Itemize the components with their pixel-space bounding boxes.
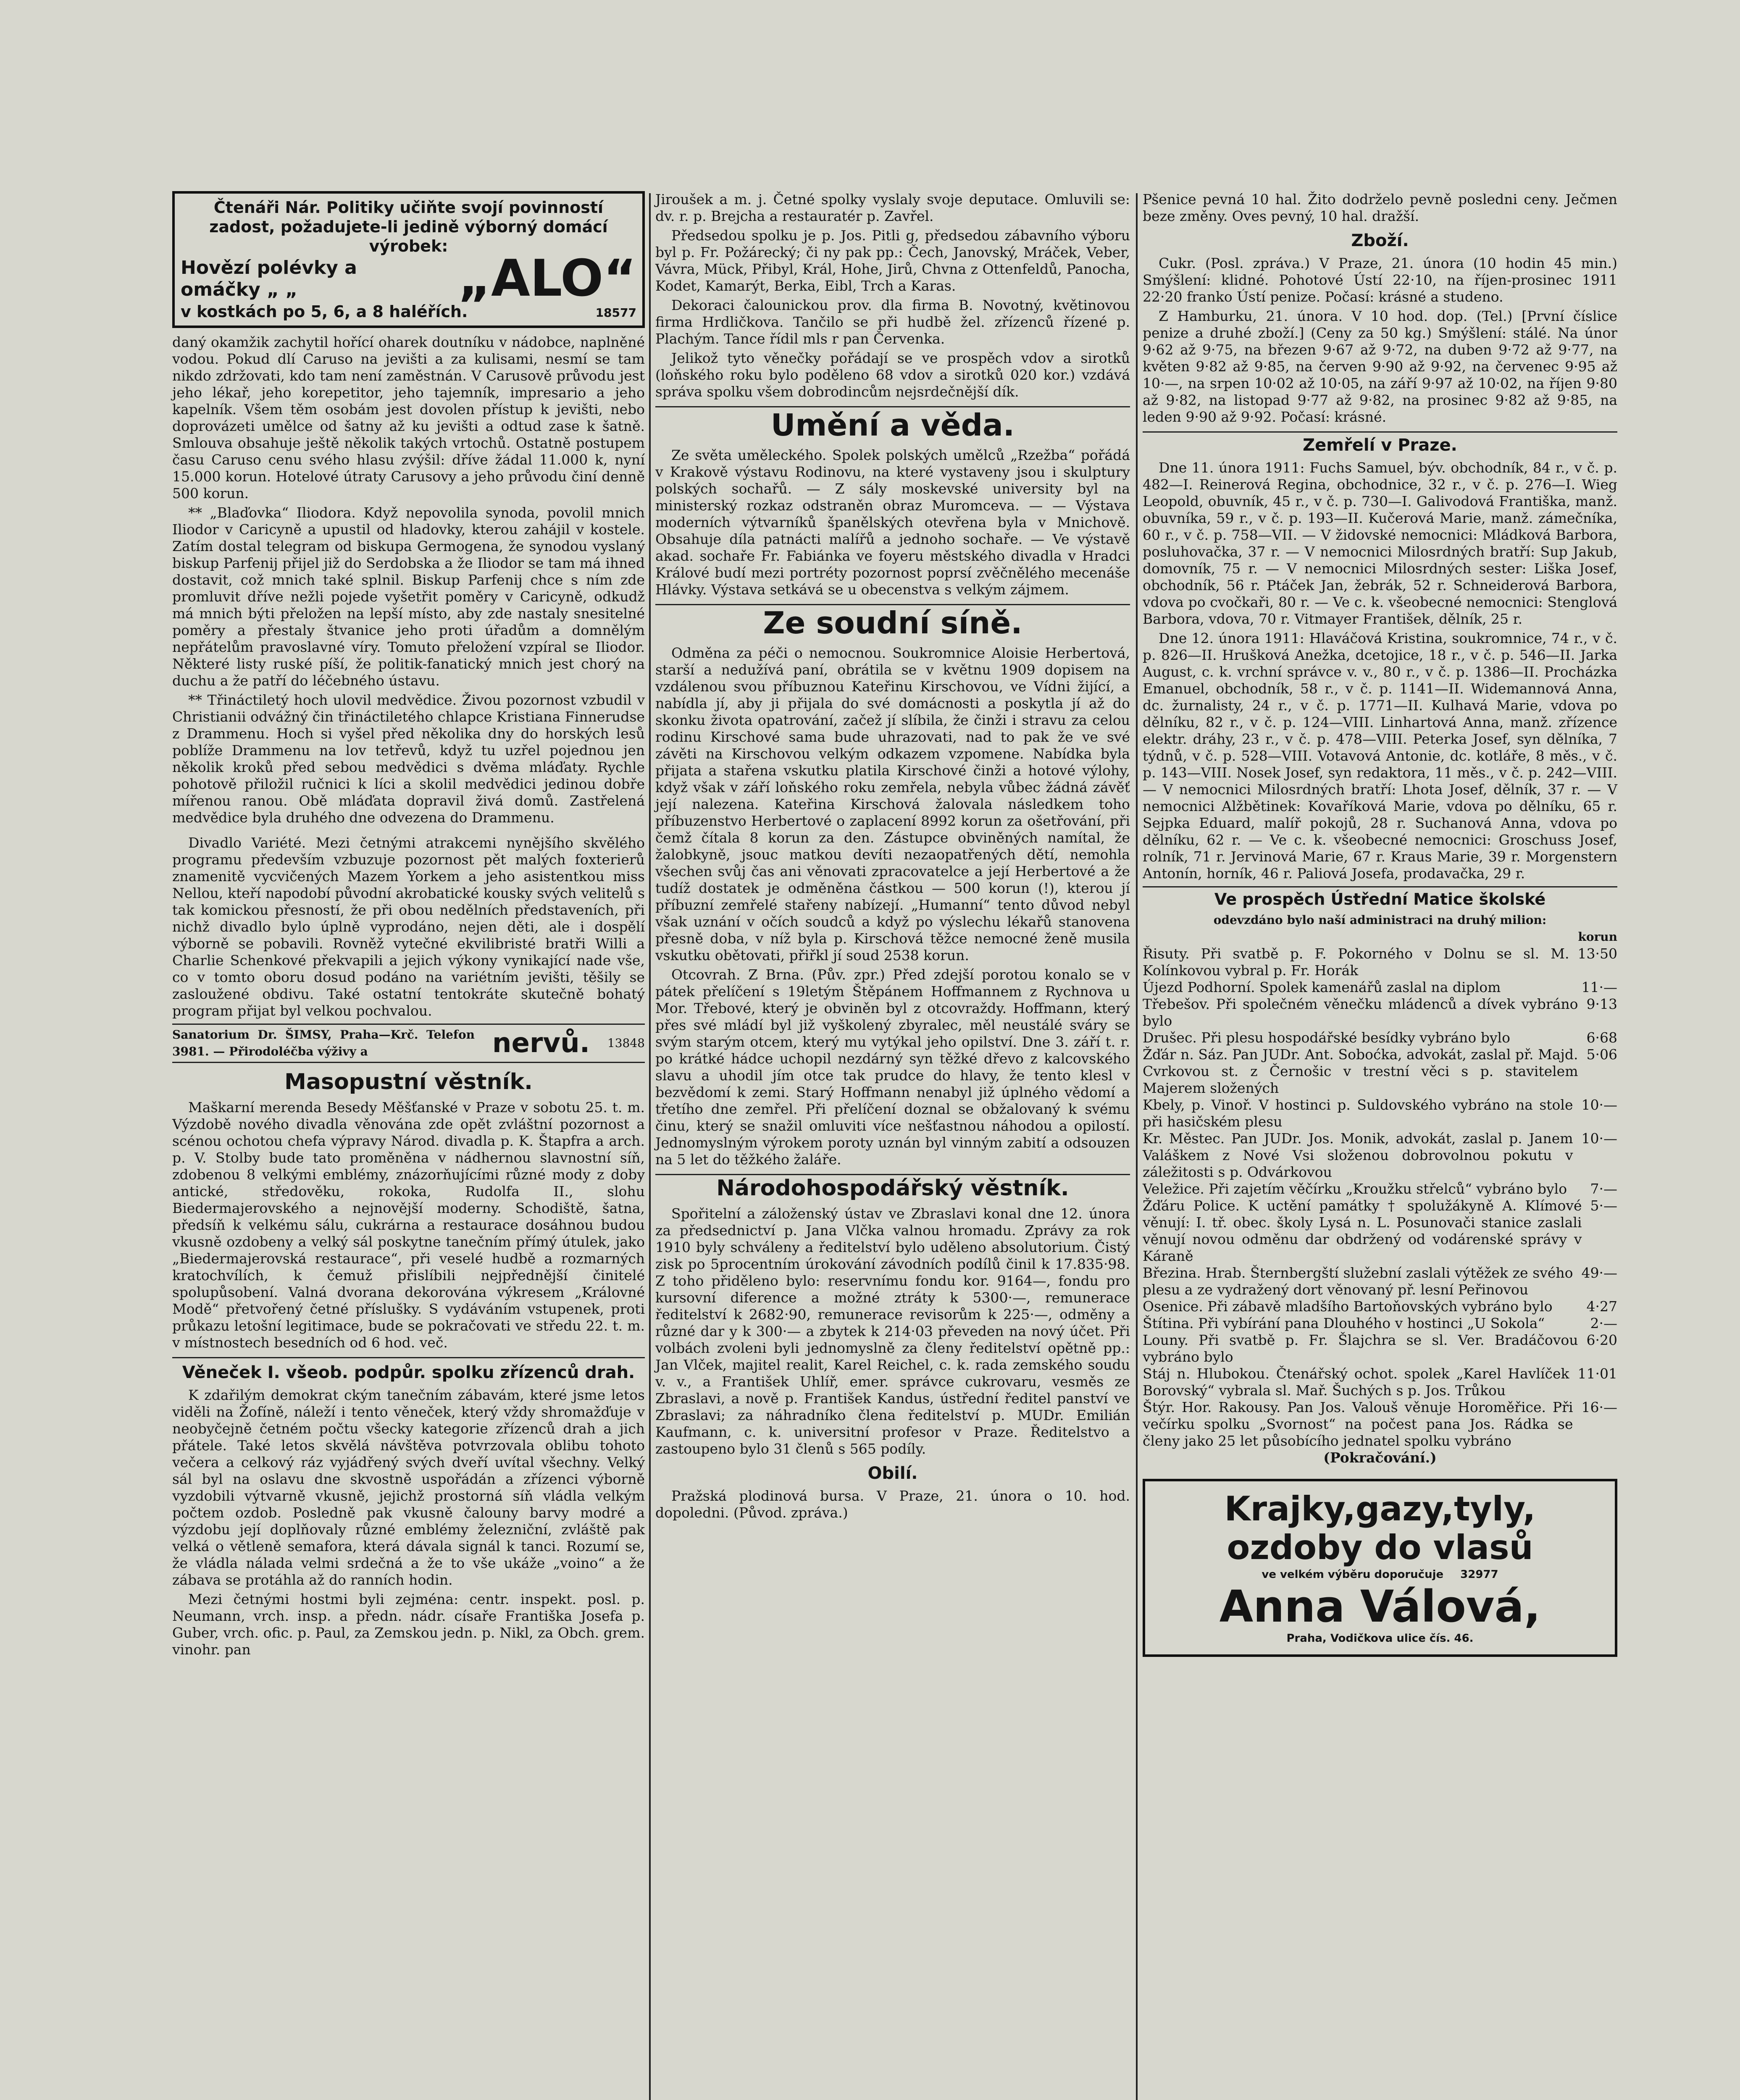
donation-row xyxy=(1143,1130,1617,1181)
article-hoste: Mezi četnými hostmi byli zejména: centr. inspekt. posl. p. Neumann, vrch. insp. a předn. nádr. císaře Františka Josefa p. Guber, vrch. ofic. p. Paul, za Zemskou jedn. p. Nikl, za Obch. grem. vinohr. pan xyxy=(172,1591,645,1658)
donation-text: Veležice. Při zajetím věčírku „Kroužku střelců“ vybráno bylo xyxy=(1143,1181,1567,1197)
article-venecek: K zdařilým demokrat ckým tanečním zábavám, které jsme letos viděli na Žofíně, náleží i tento věneček, který vždy shromažďuje v neobyčejně četném počtu všecky kategorie zřízenců drah a jich přátele. Také letos skvělá návštěva potvrzovala oblibu tohoto večera a celkový ráz vyjádřený svých dveří uvítal všechny. Velký sál byl na oslavu dne skvostně uspořádán a zřízenci výborně vyzdobili výtvarně vkusně, jejichž prostorná síň vládla velkým počtem ozdob. Posledně pak vkusně čalouny barvy modré a výzdobu její doplňovaly různé emblémy železniční, zvláště pak velká o větleně semafora, která dávala signál k tanci. Rozumí se, že vládla nálada velmi srdečná a že to vše ukáže „voino“ a že zábava se protáhla až do ranních hodin. xyxy=(172,1387,645,1588)
article-otcovrah: Otcovrah. Z Brna. (Pův. zpr.) Před zdejší porotou konalo se v pátek přelíčení s 19letým Štěpánem Hoffmannem z Rychnova u Mor. Třebové, který je obviněn byl z otcovraždy. Hoffmann, který přes své mládí byl již vyškolený zbyralec, měl neustálé sváry se svým starým otcem, který mu vytýkal jeho opilství. Dne 3. září t. r. po krátké hádce uchopil nezdárný syn těžké dřevo z kalcovského slavu a uhodil jím otce tak prudce do hlavy, že tento klesl v bezvědomí k zemi. Starý Hoffmann nenabyl již úplného vědomí a třetího dne zemřel. Při přelíčení doznal se obžalovaný k svému činu, který se snažil omluviti více nešťastnou náhodou a opilostí. Jednomyslným výrokem poroty uznán byl vinným zabití a odsouzen na 5 let do těžkého žaláře. xyxy=(655,966,1130,1168)
donation-text: Třebešov. Při společném věnečku mládenců a dívek vybráno bylo xyxy=(1143,996,1578,1029)
ad-alo-code: 18577 xyxy=(595,306,636,320)
donation-amount: 2·— xyxy=(1590,1315,1617,1331)
column-rule-1 xyxy=(649,193,651,2100)
heading-venecek: Věneček I. všeob. podpůr. spolku zřízenců drah. xyxy=(172,1357,645,1383)
donation-row xyxy=(1143,1315,1617,1332)
donation-amount: 49·— xyxy=(1581,1265,1617,1281)
ad-krajky-line3: ve velkém výběru doporučuje xyxy=(1262,1568,1444,1581)
donation-row xyxy=(1143,1046,1617,1097)
heading-matice: Ve prospěch Ústřední Matice školské xyxy=(1143,886,1617,908)
article-merenda: Maškarní merenda Besedy Měšťanské v Praze v sobotu 25. t. m. Výzdobě nového divadla věnována zde opět zvláštní pozornost a scénou ochotou chefa výpravy Národ. divadla p. K. Štapfra a arch. p. V. Stolby bude tato proměněna v nádhernou slavnostní síň, zdobenou 8 velkými emblémy, znázorňujícími různé mody z doby antické, středověku, rokoka, Rudolfa II., slohu Biedermajerovského a nejnovější moderny. Schodiště, šatna, předsíň k velkému sálu, cukrárna a restaurace dosáhnou budou vkusně ozdobeny a velký sál poskytne tanečním přímý útulek, jako „Biedermajerovská restaurace“, při veselé hudbě a rozmarných kratochvílích, k čemuž přislíbili nejpřednější činitelé spolupůsobení. Valná dvorana dekorována výkresem „Královné Modě“ přetvořený četné příslušky. S vydáváním vstupenek, proti průkazu letošní legitimace, bude se pokračovati ve středu 22. t. m. v místnostech besedních od 6 hod. več. xyxy=(172,1099,645,1351)
donation-amount: 5·06 xyxy=(1586,1046,1617,1063)
donation-amount: 10·— xyxy=(1581,1130,1617,1147)
donation-text: Březina. Hrab. Šternbergští služební zaslali výtěžek ze svého plesu a ze vydražený dort věnovaný př. lesní Peřinovou xyxy=(1143,1265,1573,1298)
column-3 xyxy=(1143,191,1617,1657)
column-1 xyxy=(172,191,645,1661)
article-caruso: daný okamžik zachytil hořící oharek doutníku v nádobce, naplněné vodou. Pokud dlí Caruso na jevišti a za kulisami, nesmí se tam nikdo zdržovati, kdo tam není zaměstnán. V Carusově průvodu jest jeho lékař, jeho korepetitor, jeho tajemník, impresario a jeho kapelník. Všem těm osobám jest dovolen přístup k jevišti, nebo doprovázeti umělce od šatny až ku jevišti a odtud zase k šatně. Smlouva obsahuje ještě několik takých vrtochů. Ostatně postupem času Caruso cenu svého hlasu zvýšil: dříve žádal 11.000 k, nyní 15.000 korun. Hotelové útraty Carusovy a jeho průvodu činí denně 500 korun. xyxy=(172,334,645,501)
donation-text: Osenice. Při zábavě mladšího Bartoňovských vybráno bylo xyxy=(1143,1298,1553,1315)
donation-text: Drušec. Při plesu hospodářské besídky vybráno bylo xyxy=(1143,1029,1510,1046)
donation-row xyxy=(1143,1332,1617,1365)
donation-row xyxy=(1143,1365,1617,1399)
column-rule-2 xyxy=(1136,193,1138,2100)
ad-krajky-line1: Krajky,gazy,tyly, xyxy=(1224,1489,1536,1528)
article-deputace: Jiroušek a m. j. Četné spolky vyslaly svoje deputace. Omluvili se: dv. r. p. Brejcha a restauratér p. Zavřel. xyxy=(655,191,1130,224)
heading-zemreli: Zemřelí v Praze. xyxy=(1143,431,1617,455)
donation-row xyxy=(1143,979,1617,996)
article-zemreli-11: Dne 11. února 1911: Fuchs Samuel, býv. obchodník, 84 r., v č. p. 482—I. Reinerová Regina, obchodnice, 32 r., v č. p. 276—I. Wieg Leopold, obuvník, 45 r., v č. p. 730—I. Galivodová Františka, manž. obuvníka, 59 r., v č. p. 193—II. Kučerová Marie, manž. zámečníka, 60 r., v č. p. 758—VII. — V židovské nemocnici: Mládková Barbora, posluhovačka, 37 r. — V nemocnici Milosrdných bratří: Sup Jakub, domovník, 75 r. — V nemocnici Milosrdných sester: Liška Josef, obchodník, 56 r. Ptáček Jan, žebrák, 52 r. Schneiderová Barbora, vdova po cvočkaři, 80 r. — Ve c. k. všeobecné nemocnici: Stenglová Barbora, vdova, 70 r. Vitmayer František, dělník, 25 r. xyxy=(1143,459,1617,627)
donation-amount: 6·20 xyxy=(1586,1332,1617,1348)
donation-row xyxy=(1143,996,1617,1029)
article-odmena: Odměna za péči o nemocnou. Soukromnice Aloisie Herbertová, starší a nedužívá paní, obrátila se v květnu 1909 dopisem na vzdálenou svou příbuznou Kateřinu Kirschovou, ve Vídni žijící, a nabídla jí, aby ji přijala do své domácnosti a poskytla jí až do skonku života opatrování, začež jí slíbila, že činži i stravu za celou rodinu Kirschové sama bude uhrazovati, nad to pak že ve své závěti na Kirschovou velkým odkazem vzpomene. Nabídka byla přijata a stařena vskutku platila Kirschové činži a hotové výlohy, když však v září loňského roku zemřela, nebyla vůbec žádná závěť její nalezena. Kateřina Kirschová žalovala následkem toho příbuzenstvo Herbertové o zaplacení 8992 korun za ošetřování, při čemž čítala 8 korun za den. Zástupce obviněných namítal, že žalobkyně, jsouc matkou devíti nezaopatřených dětí, nemohla všechen svůj čas ani věnovati zpracovatelce a její Herbertové a že tudíž dostatek je odměněna částkou — 500 korun (!), kterou jí příbuzní zemřelé stařeny nabízejí. „Humanní“ tento důvod nebyl však uznání v očích soudců a když po výslechu lékařů stanovena přesně doba, v níž byla p. Kirschová těžce nemocné ženě musila vskutku obětovati, přiřkl jí soud 2538 korun. xyxy=(655,645,1130,963)
ad-krajky-addr: Praha, Vodičkova ulice čís. 46. xyxy=(1286,1632,1474,1645)
donation-amount: 6·68 xyxy=(1586,1029,1617,1046)
donation-row xyxy=(1143,1181,1617,1197)
donation-text: Žďáru Police. K uctění památky † spolužákyně A. Klímové věnují: I. tř. obec. školy Lysá n. L. Posunovači stanice zaslali věnují novou odměnu dar obdržený od vodárenské správy v Káraně xyxy=(1143,1197,1582,1264)
heading-masopust: Masopustní věstník. xyxy=(284,1069,533,1095)
donation-row xyxy=(1143,1399,1617,1449)
donation-text: Kr. Městec. Pan JUDr. Jos. Monik, advokát, zaslal p. Janem Valáškem z Nové Vsi složenou dobrovolnou pokutu v záležitosti s p. Odvárkovou xyxy=(1143,1130,1573,1180)
article-cukr: Cukr. (Posl. zpráva.) V Praze, 21. února (10 hodin 45 min.) Smýšlení: klidné. Pohotové Ústí 22·10, na říjen-prosinec 1911 22·20 franko Ústí penize. Počasí: krásné a studeno. xyxy=(1143,255,1617,305)
donation-amount: 11·— xyxy=(1581,979,1617,995)
article-medvedice: ** Třináctiletý hoch ulovil medvědice. Živou pozornost vzbudil v Christianii odvážný čin třináctiletého chlapce Kristiana Finnerudse z Drammenu. Hoch si vyšel před několika dny do horských lesů poblíže Drammenu na lov tetřevů, když tu uzřel pojednou jen několik kroků před sebou medvědici s dvěma mláďaty. Rychle pohotově přiložil ručnici k líci a skolil medvědici jedinou dobře mířenou ranou. Obě mláďata dopravil živá domů. Zastřelená medvědice byla druhého dne odvezena do Drammenu. xyxy=(172,692,645,826)
ad-krajky-name: Anna Válová, xyxy=(1219,1581,1541,1632)
donation-text: Újezd Podhorní. Spolek kamenářů zaslal na diplom xyxy=(1143,979,1501,995)
ad-nervu-text: Sanatorium Dr. ŠIMSY, Praha—Krč. Telefon 3981. — Přirodoléčba výživy a xyxy=(172,1028,475,1058)
article-zemreli-12: Dne 12. února 1911: Hlaváčová Kristina, soukromnice, 74 r., v č. p. 826—II. Hrušková Anežka, dcetojice, 18 r., v č. p. 546—II. Jarka August, c. k. vrchní správce v. v., 80 r., v č. p. 1386—II. Procházka Emanuel, obchodník, 58 r., v č. p. 1141—II. Widemannová Anna, dc. žurnalisty, 24 r., v č. p. 1771—II. Kulhavá Marie, vdova po dělníku, 82 r., v č. p. 124—VIII. Linhartová Anna, manž. zřízence elektr. dráhy, 23 r., v č. p. 478—VIII. Peterka Josef, syn dělníka, 7 týdnů, v č. p. 528—VIII. Votavová Antonie, dc. kotláře, 8 měs., v č. p. 143—VIII. Nosek Josef, syn redaktora, 11 měs., v č. p. 242—VIII. — V nemocnici Milosrdných bratří: Lhota Josef, dělník, 37 r. — V nemocnici Alžbětinek: Kovaříková Marie, vdova po dělníku, 65 r. Sejpka Eduard, malíř pokojů, 28 r. Suchanová Anna, vdova po dělníku, 62 r. — Ve c. k. všeobecné nemocnici: Groschuss Josef, rolník, 71 r. Jervinová Marie, 67 r. Kraus Marie, 39 r. Morgenstern Antonín, horník, 46 r. Paliová Josefa, prodavačka, 29 r. xyxy=(1143,630,1617,882)
article-hamburk: Z Hamburku, 21. února. V 10 hod. dop. (Tel.) [První číslice penize a druhé zboží.] (Ceny za 50 kg.) Smýšlení: stálé. Na únor 9·62 až 9·75, na březen 9·67 až 9·72, na duben 9·72 až 9·77, na květen 9·82 až 9·85, na červen 9·90 až 9·92, na červenec 9·95 až 10·—, na srpen 10·02 až 10·05, na září 9·97 až 10·02, na říjen 9·80 až 9·82, na listopad 9·77 až 9·82, na prosinec 9·82 až 9·85, na leden 9·90 až 9·92. Počasí: krásné. xyxy=(1143,308,1617,425)
donation-row xyxy=(1143,1097,1617,1130)
donation-text: Štýr. Hor. Rakousy. Pan Jos. Valouš věnuje Horoměřice. Při večírku spolku „Svornost“ na počest pana Jos. Rádka se členy jako 25 let působícího jednatel spolku vybráno xyxy=(1143,1399,1573,1449)
ad-nervu xyxy=(172,1024,645,1063)
donation-text: Žďár n. Sáz. Pan JUDr. Ant. Soboćka, advokát, zaslal př. Majd. Cvrkovou st. z Černošic v trestní věci s p. stavitelem Majerem složených xyxy=(1143,1046,1578,1096)
heading-narodohosp: Národohospodářský věstník. xyxy=(655,1174,1130,1201)
ad-alo-line1: Čtenáři Nár. Politiky učiňte svojí povinností zadost, požadujete-li jedině výborný domácí výrobek: xyxy=(209,198,608,255)
donation-text: Louny. Při svatbě p. Fr. Šlajchra se sl. Ver. Bradáčovou vybráno bylo xyxy=(1143,1332,1578,1365)
ad-alo xyxy=(172,191,645,328)
donation-text: Řisuty. Při svatbě p. F. Pokorného v Dolnu se sl. M. Kolínkovou vybral p. Fr. Horák xyxy=(1143,945,1569,979)
article-umeni: Ze světa uměleckého. Spolek polských umělců „Rzežba“ pořádá v Krakově výstavu Rodinovu, na které vystaveny jsou i skulptury polských sochařů. — Z sály moskevské university byl na ministerský rozkaz odstraněn obraz Muromceva. — — Výstava moderních výtvarníků španělských otevřena byla v Mnichově. Obsahuje díla patnácti malířů a jednoho sochaře. — Ve výstavě akad. sochaře Fr. Fabiánka ve foyeru městského divadla v Hradci Králové budí mezi portréty pozornost poprsí zvěčnělého mecenáše Hlávky. Výstava setkává se u obecenstva s velkým zájmem. xyxy=(655,447,1130,598)
article-vdovy: Jelikož tyto věnečky pořádají se ve prospěch vdov a sirotků (loňského roku bylo poděleno 68 vdov a sirotků 020 kor.) vzdává správa spolku všem dobrodincům nejsrdečnější dík. xyxy=(655,350,1130,400)
donation-amount: 10·— xyxy=(1581,1097,1617,1113)
donation-text: Štítina. Při vybírání pana Dlouhého v hostinci „U Sokola“ xyxy=(1143,1315,1545,1331)
ad-nervu-code: 13848 xyxy=(607,1036,645,1050)
donation-amount: 16·— xyxy=(1581,1399,1617,1415)
article-variete: Divadlo Variété. Mezi četnými atrakcemi nynějšího skvělého programu především vzbuzuje pozornost pět malých foxterierů znamenitě vycvičených Mazem Yorkem a jeho asistentkou miss Nellou, kteří napodobí původní akrobatické kousky svých velitelů s tak komickou přesností, že při obou nedělních představeních, při nichž divadlo bylo úplně vyprodáno, nejen děti, ale i dospělí výborně se pobavili. Rovněž vytečné ekvilibristé bratři Willi a Charlie Schenkové překvapili a jejich výkony vynikající nade vše, co v tomto oboru dosud podáno na variétním jevišti, těšily se zasloužené obdivu. Také ostatní tentokráte skutečně bohatý program přijat byl velkou pochvalou. xyxy=(172,835,645,1019)
article-bursa: Pražská plodinová bursa. V Praze, 21. února o 10. hod. dopoledni. (Původ. zpráva.) xyxy=(655,1488,1130,1521)
donation-amount: 4·27 xyxy=(1586,1298,1617,1315)
ad-alo-brand: „ALO“ xyxy=(458,249,636,308)
column-2 xyxy=(655,191,1130,1524)
heading-zbozi: Zboží. xyxy=(1351,231,1409,250)
donation-row xyxy=(1143,1029,1617,1046)
article-dekorace: Dekoraci čalounickou prov. dla firma B. Novotný, květinovou firma Hrdličkova. Tančilo se při hudbě žel. zřízenců řízené p. Plachým. Tance řídil mls r pan Červenka. xyxy=(655,297,1130,347)
ad-krajky-line2: ozdoby do vlasů xyxy=(1227,1528,1533,1567)
donation-row xyxy=(1143,945,1617,979)
donation-amount: 5·— xyxy=(1590,1197,1617,1214)
donation-row xyxy=(1143,1265,1617,1298)
donation-row xyxy=(1143,1298,1617,1315)
donation-text: Kbely, p. Vinoř. V hostinci p. Suldovského vybráno na stole při hasičském plesu xyxy=(1143,1097,1573,1130)
ad-krajky xyxy=(1143,1479,1617,1657)
korun-label: korun xyxy=(1578,930,1617,944)
heading-soudni: Ze soudní síně. xyxy=(655,604,1130,640)
article-iliodor: ** „Blaďovka“ Iliodora. Když nepovolila synoda, povolil mnich Iliodor v Caricyně a upustil od hladovky, kterou zahájil v kostele. Zatím dostal telegram od biskupa Germogena, že synodou vyslaný biskup Parfenij přijel již do Serdobska a že Iliodor se tam má ihned dostavit, což mnich také splnil. Biskup Parfenij chce s ním zde promluvit dříve nežli pojede vyšetřit poměry v Caricyně, odkudž má mnich býti přeložen na lepší místo, aby zde nastaly snesitelné poměry a přestaly štvanice jeho proti úřadům a domnělým nepřátelům pravoslavné víry. Tomuto přeložení vzpíral se Iliodor. Některé listy ruské píší, že politik-fanatický mnich jest chorý na duchu a že patří do léčebného ústavu. xyxy=(172,504,645,689)
donation-row xyxy=(1143,1197,1617,1265)
donation-amount: 9·13 xyxy=(1586,996,1617,1012)
article-sporitelna: Spořitelní a záloženský ústav ve Zbraslavi konal dne 12. února za předsednictví p. Jana Vlčka valnou hromadu. Zprávy za rok 1910 byly schváleny a ředitelství bylo uděleno absolutorium. Čistý zisk po 5procentním úrokování závodních podílů činil k 17.835·98. Z toho přiděleno bylo: reservnímu fondu kor. 9164—, fondu pro kursovní diference a možné ztráty k 5300·—, remunerace ředitelství k 2682·90, remunerace revisorům k 225·—, odměny a různé dar y k 300·— a zbytek k 214·03 převeden na nový účet. Při volbách zvoleni byli jednomyslně za členy ředitelství opětně pp.: Jan Vlček, majitel realit, Karel Reichel, c. k. rada zemského soudu v. v., a František Uhlíř, emer. správce cukrovaru, vesměs ze Zbraslavi, a nově p. František Kandus, ústřední ředitel panství ve Zbraslavi; za náhradníko člena ředitelství p. MUDr. Emilián Kaufmann, c. k. universitní profesor v Praze. Ředitelstvo a zastoupeno bylo 31 členů s 565 podíly. xyxy=(655,1205,1130,1457)
ad-alo-line2: Hovězí polévky a omáčky „ „ xyxy=(181,257,357,300)
ad-nervu-big: nervů. xyxy=(492,1028,590,1059)
pokracovani: (Pokračování.) xyxy=(1323,1449,1437,1466)
donation-list xyxy=(1143,945,1617,1449)
donation-amount: 13·50 xyxy=(1577,945,1617,962)
heading-matice-sub: odevzdáno bylo naší administraci na druhý milion: xyxy=(1213,913,1547,927)
ad-krajky-code: 32977 xyxy=(1460,1568,1498,1581)
ad-alo-line3: v kostkách po 5, 6, a 8 haléřích. xyxy=(181,302,468,321)
heading-obili: Obilí. xyxy=(867,1464,918,1483)
article-psenice: Pšenice pevná 10 hal. Žito dodrželo pevně posledni ceny. Ječmen beze změny. Oves pevný, 10 hal. dražší. xyxy=(1143,191,1617,224)
heading-umeni: Umění a věda. xyxy=(655,406,1130,443)
donation-text: Stáj n. Hlubokou. Čtenářský ochot. spolek „Karel Havlíček Borovský“ vybrala sl. Mař. Šuchých s p. Jos. Trůkou xyxy=(1143,1365,1569,1399)
donation-amount: 7·— xyxy=(1590,1181,1617,1197)
donation-amount: 11·01 xyxy=(1577,1365,1617,1382)
article-predseda: Předsedou spolku je p. Jos. Pitli g, předsedou zábavního výboru byl p. Fr. Požárecký; či ny pak pp.: Čech, Janovský, Mráček, Veber, Vávra, Mück, Přibyl, Král, Hohe, Jirů, Chvna z Ottenfeldů, Panocha, Kodet, Kamarýt, Berka, Eibl, Trch a Karas. xyxy=(655,227,1130,294)
